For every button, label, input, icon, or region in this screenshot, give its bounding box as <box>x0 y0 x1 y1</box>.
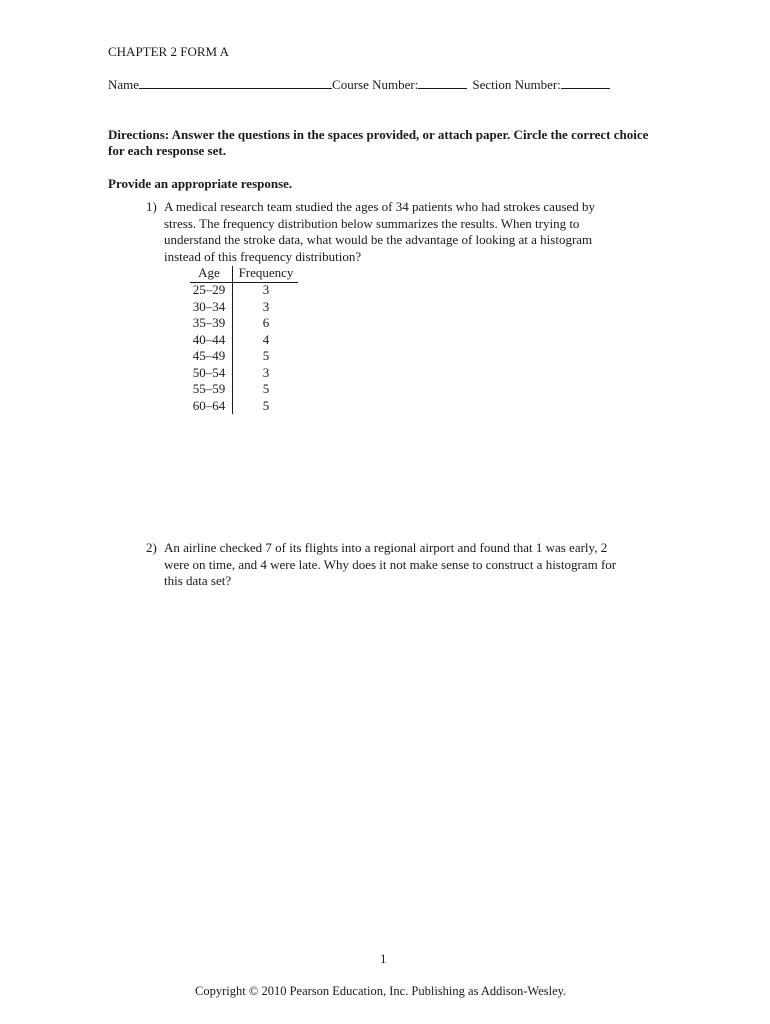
age-cell: 60–64 <box>192 397 226 413</box>
frequency-cell: 6 <box>262 315 270 330</box>
frequency-cell: 5 <box>262 348 270 363</box>
frequency-cell: 3 <box>262 282 270 297</box>
student-info-line <box>108 77 610 93</box>
question-1-line: stress. The frequency distribution below summarizes the results. When trying to <box>164 215 580 231</box>
question-1-line: A medical research team studied the ages of 34 patients who had strokes caused by <box>164 199 596 214</box>
name-label: Name <box>108 77 140 92</box>
question-1-text <box>164 199 634 265</box>
directions-line-2: for each response set. <box>108 143 226 158</box>
table-column-divider <box>232 266 233 414</box>
age-cell: 25–29 <box>192 282 226 297</box>
frequency-cell: 5 <box>262 381 270 396</box>
question-2-number: 2) <box>146 540 157 555</box>
table-header-age: Age <box>198 265 220 280</box>
age-cell: 30–34 <box>192 298 226 314</box>
question-2-text <box>164 540 644 590</box>
course-number-label: Course Number: <box>332 77 419 92</box>
course-number-blank[interactable] <box>418 77 467 89</box>
question-1-line: understand the stroke data, what would be the advantage of looking at a histogram <box>164 232 593 247</box>
question-2-line: were on time, and 4 were late. Why does it not make sense to construct a histogram for <box>164 556 617 572</box>
section-number-label: Section Number: <box>472 77 561 92</box>
frequency-cell: 3 <box>262 364 270 380</box>
form-title: CHAPTER 2 FORM A <box>108 44 229 59</box>
copyright-notice: Copyright © 2010 Pearson Education, Inc. Publishing as Addison-Wesley. <box>195 984 567 998</box>
age-cell: 35–39 <box>192 315 226 330</box>
age-cell: 50–54 <box>192 364 226 380</box>
frequency-cell: 5 <box>262 397 270 413</box>
table-header-frequency: Frequency <box>238 265 294 280</box>
frequency-cell: 3 <box>262 298 270 314</box>
directions-line-1: Directions: Answer the questions in the spaces provided, or attach paper. Circle the correct choice <box>108 127 649 142</box>
question-2-line: this data set? <box>164 573 232 588</box>
age-cell: 55–59 <box>192 381 226 396</box>
page-number: 1 <box>380 951 387 966</box>
question-1-number: 1) <box>146 199 157 214</box>
age-cell: 45–49 <box>192 348 226 363</box>
question-2-line: An airline checked 7 of its flights into a regional airport and found that 1 was early, 2 <box>164 540 608 555</box>
section-heading: Provide an appropriate response. <box>108 176 293 191</box>
question-1-line: instead of this frequency distribution? <box>164 248 362 264</box>
frequency-cell: 4 <box>262 331 270 347</box>
name-blank[interactable] <box>139 77 332 89</box>
section-number-blank[interactable] <box>561 77 610 89</box>
age-cell: 40–44 <box>192 331 226 347</box>
